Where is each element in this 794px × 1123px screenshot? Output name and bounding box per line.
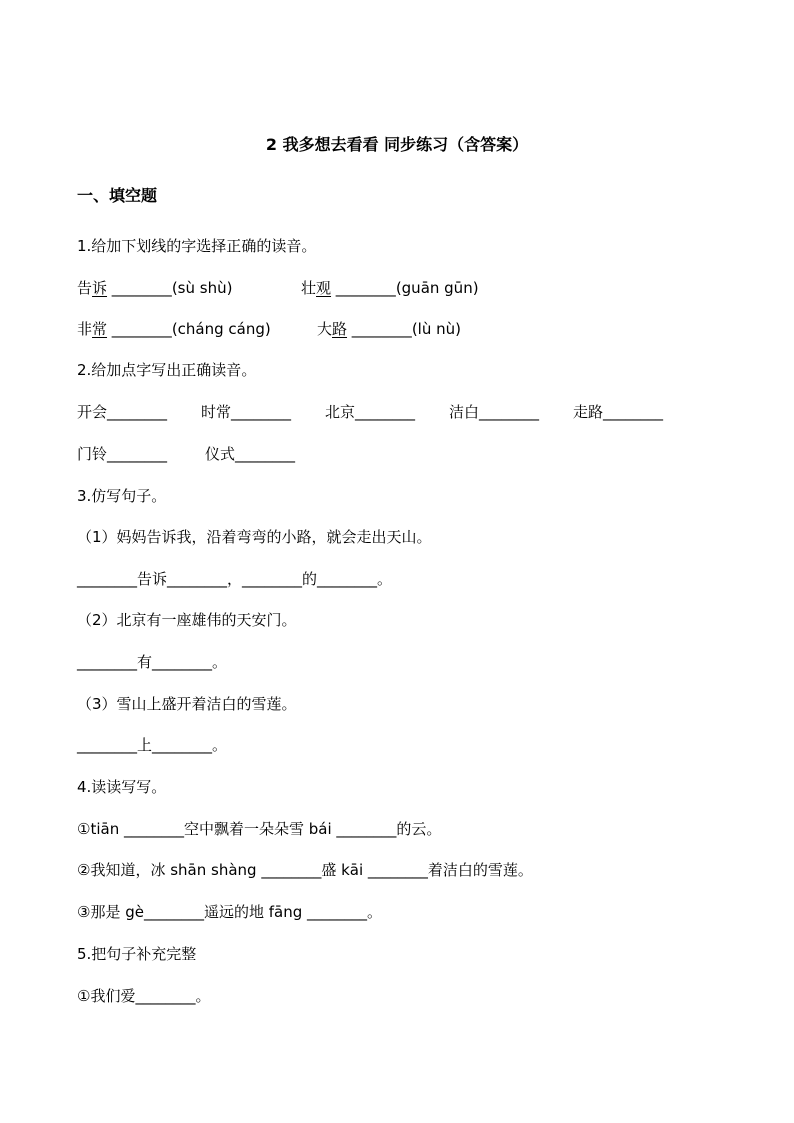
q1-underlined-char: 常	[92, 320, 108, 338]
q1-item	[301, 277, 479, 299]
q3-example-sentence: （2）北京有一座雄伟的天安门。	[77, 611, 297, 629]
q1-char: 大	[317, 320, 333, 338]
word-blank[interactable]: 开会________	[77, 403, 168, 421]
word-blank[interactable]: 仪式________	[205, 445, 296, 463]
pinyin-options: (sù shù)	[171, 279, 233, 297]
word-blank[interactable]: 洁白________	[449, 403, 540, 421]
q1-item	[77, 277, 301, 299]
q4-item[interactable]: ③那是 gè________遥远的地 fāng ________。	[77, 903, 383, 921]
answer-blank[interactable]: ________	[347, 320, 412, 338]
q3-example-sentence: （3）雪山上盛开着洁白的雪莲。	[77, 695, 297, 713]
question-4-stem: 4.读读写写。	[77, 778, 167, 796]
q1-underlined-char: 路	[332, 320, 348, 338]
pinyin-options: (lù nù)	[411, 320, 461, 338]
word-blank[interactable]: 时常________	[201, 403, 292, 421]
page-title: 2 我多想去看看 同步练习（含答案）	[265, 135, 529, 154]
q1-underlined-char: 观	[316, 279, 332, 297]
q3-example-sentence: （1）妈妈告诉我，沿着弯弯的小路，就会走出天山。	[77, 528, 432, 546]
q1-underlined-char: 诉	[92, 279, 108, 297]
section-heading: 一、填空题	[77, 186, 158, 205]
q1-item	[317, 318, 461, 340]
q1-item	[77, 318, 317, 340]
q5-item[interactable]: ①我们爱________。	[77, 987, 211, 1005]
question-1-row-1	[77, 277, 734, 299]
answer-blank[interactable]: ________	[107, 320, 172, 338]
q3-pattern-blank[interactable]: ________告诉________，________的________。	[77, 570, 393, 588]
q1-char: 非	[77, 320, 93, 338]
answer-blank[interactable]: ________	[107, 279, 172, 297]
q3-pattern-blank[interactable]: ________上________。	[77, 736, 228, 754]
question-2-row-1	[77, 401, 734, 423]
answer-blank[interactable]: ________	[331, 279, 396, 297]
pinyin-options: (cháng cáng)	[171, 320, 271, 338]
question-2-row-2	[77, 443, 734, 465]
word-blank[interactable]: 门铃________	[77, 445, 168, 463]
word-blank[interactable]: 北京________	[325, 403, 416, 421]
q1-char: 告	[77, 279, 93, 297]
question-1-stem: 1.给加下划线的字选择正确的读音。	[77, 237, 317, 255]
question-1-row-2	[77, 318, 734, 340]
question-3-stem: 3.仿写句子。	[77, 487, 167, 505]
word-blank[interactable]: 走路________	[573, 403, 664, 421]
question-5-stem: 5.把句子补充完整	[77, 945, 197, 963]
question-2-stem: 2.给加点字写出正确读音。	[77, 361, 257, 379]
q4-item[interactable]: ①tiān ________空中飘着一朵朵雪 bái ________的云。	[77, 820, 442, 838]
q4-item[interactable]: ②我知道，冰 shān shàng ________盛 kāi ________着洁白的雪莲。	[77, 861, 533, 879]
pinyin-options: (guān gūn)	[395, 279, 479, 297]
q1-char: 壮	[301, 279, 317, 297]
q3-pattern-blank[interactable]: ________有________。	[77, 653, 228, 671]
